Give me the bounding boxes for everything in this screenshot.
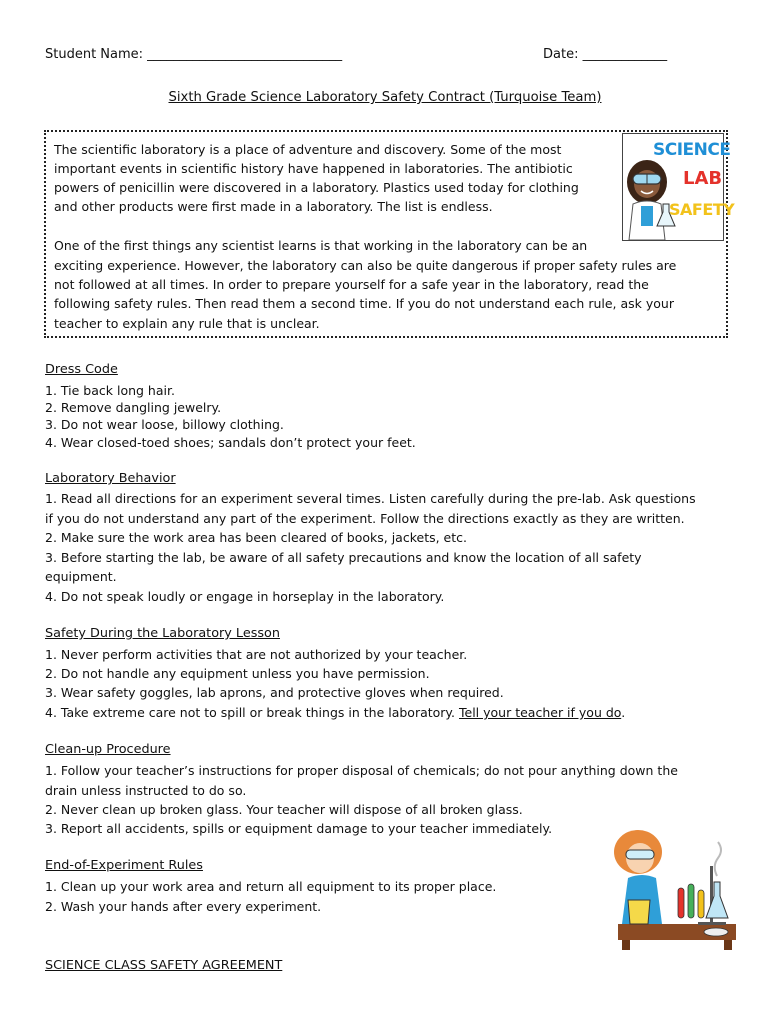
section-heading-safety-during-lesson: Safety During the Laboratory Lesson bbox=[45, 626, 280, 641]
list-item: 4. Do not speak loudly or engage in horseplay in the laboratory. bbox=[45, 589, 445, 604]
section-heading-clean-up-procedure: Clean-up Procedure bbox=[45, 742, 171, 757]
section-heading-dress-code: Dress Code bbox=[45, 362, 118, 377]
agreement-heading: SCIENCE CLASS SAFETY AGREEMENT bbox=[45, 958, 283, 973]
student-name-field: Student Name: ______________________________ bbox=[45, 47, 343, 62]
list-item: 1. Follow your teacher’s instructions for proper disposal of chemicals; do not pour anything down the bbox=[45, 763, 678, 778]
list-item: equipment. bbox=[45, 569, 117, 584]
intro-line: One of the first things any scientist learns is that working in the laboratory can be an bbox=[54, 238, 588, 253]
list-item: drain unless instructed to do so. bbox=[45, 783, 247, 798]
list-item: 2. Wash your hands after every experiment. bbox=[45, 899, 322, 914]
list-item: 2. Do not handle any equipment unless you have permission. bbox=[45, 666, 430, 681]
list-item: 3. Report all accidents, spills or equipment damage to your teacher immediately. bbox=[45, 821, 553, 836]
intro-line: and other products were first made in a laboratory. The list is endless. bbox=[54, 199, 493, 214]
intro-line: The scientific laboratory is a place of adventure and discovery. Some of the most bbox=[54, 142, 562, 157]
list-item bbox=[45, 703, 625, 723]
lab-scientist-icon bbox=[598, 826, 741, 952]
science-lab-safety-badge bbox=[622, 133, 735, 241]
date-field: Date: _____________ bbox=[543, 47, 668, 62]
badge-word-lab: LAB bbox=[683, 168, 723, 189]
list-item: 1. Read all directions for an experiment several times. Listen carefully during the pre-lab. Ask questions bbox=[45, 491, 696, 506]
list-item: if you do not understand any part of the experiment. Follow the directions exactly as they are written. bbox=[45, 511, 685, 526]
underlined-instruction: Tell your teacher if you do bbox=[459, 705, 622, 720]
intro-line: important events in scientific history have happened in laboratories. The antibiotic bbox=[54, 161, 573, 176]
list-item: 2. Never clean up broken glass. Your teacher will dispose of all broken glass. bbox=[45, 802, 523, 817]
list-item: 1. Clean up your work area and return all equipment to its proper place. bbox=[45, 879, 497, 894]
badge-word-safety: SAFETY bbox=[669, 200, 735, 219]
list-item: 3. Before starting the lab, be aware of all safety precautions and know the location of all safety bbox=[45, 550, 642, 565]
page-title: Sixth Grade Science Laboratory Safety Contract (Turquoise Team) bbox=[168, 90, 602, 105]
intro-line: powers of penicillin were discovered in a laboratory. Plastics used today for clothing bbox=[54, 180, 579, 195]
intro-line: not followed at all times. In order to prepare yourself for a safe year in the laboratory, read the bbox=[54, 277, 649, 292]
list-item: 2. Remove dangling jewelry. bbox=[45, 400, 222, 415]
list-item: 1. Tie back long hair. bbox=[45, 383, 175, 398]
section-heading-laboratory-behavior: Laboratory Behavior bbox=[45, 471, 176, 486]
intro-line: teacher to explain any rule that is unclear. bbox=[54, 316, 320, 331]
list-item: 3. Wear safety goggles, lab aprons, and protective gloves when required. bbox=[45, 685, 504, 700]
list-item-text: 4. Take extreme care not to spill or break things in the laboratory. bbox=[45, 705, 459, 720]
list-item: 4. Wear closed-toed shoes; sandals don’t protect your feet. bbox=[45, 435, 416, 450]
scientist-lab-clipart bbox=[598, 826, 741, 952]
section-heading-end-of-experiment-rules: End-of-Experiment Rules bbox=[45, 858, 203, 873]
intro-line: following safety rules. Then read them a second time. If you do not understand each rule, ask your bbox=[54, 296, 674, 311]
list-item: 2. Make sure the work area has been cleared of books, jackets, etc. bbox=[45, 530, 467, 545]
badge-word-science: SCIENCE bbox=[653, 140, 731, 160]
list-item: 1. Never perform activities that are not authorized by your teacher. bbox=[45, 647, 468, 662]
list-item-period: . bbox=[621, 705, 626, 720]
intro-line: exciting experience. However, the laboratory can also be quite dangerous if proper safety rules are bbox=[54, 258, 677, 273]
list-item: 3. Do not wear loose, billowy clothing. bbox=[45, 417, 284, 432]
